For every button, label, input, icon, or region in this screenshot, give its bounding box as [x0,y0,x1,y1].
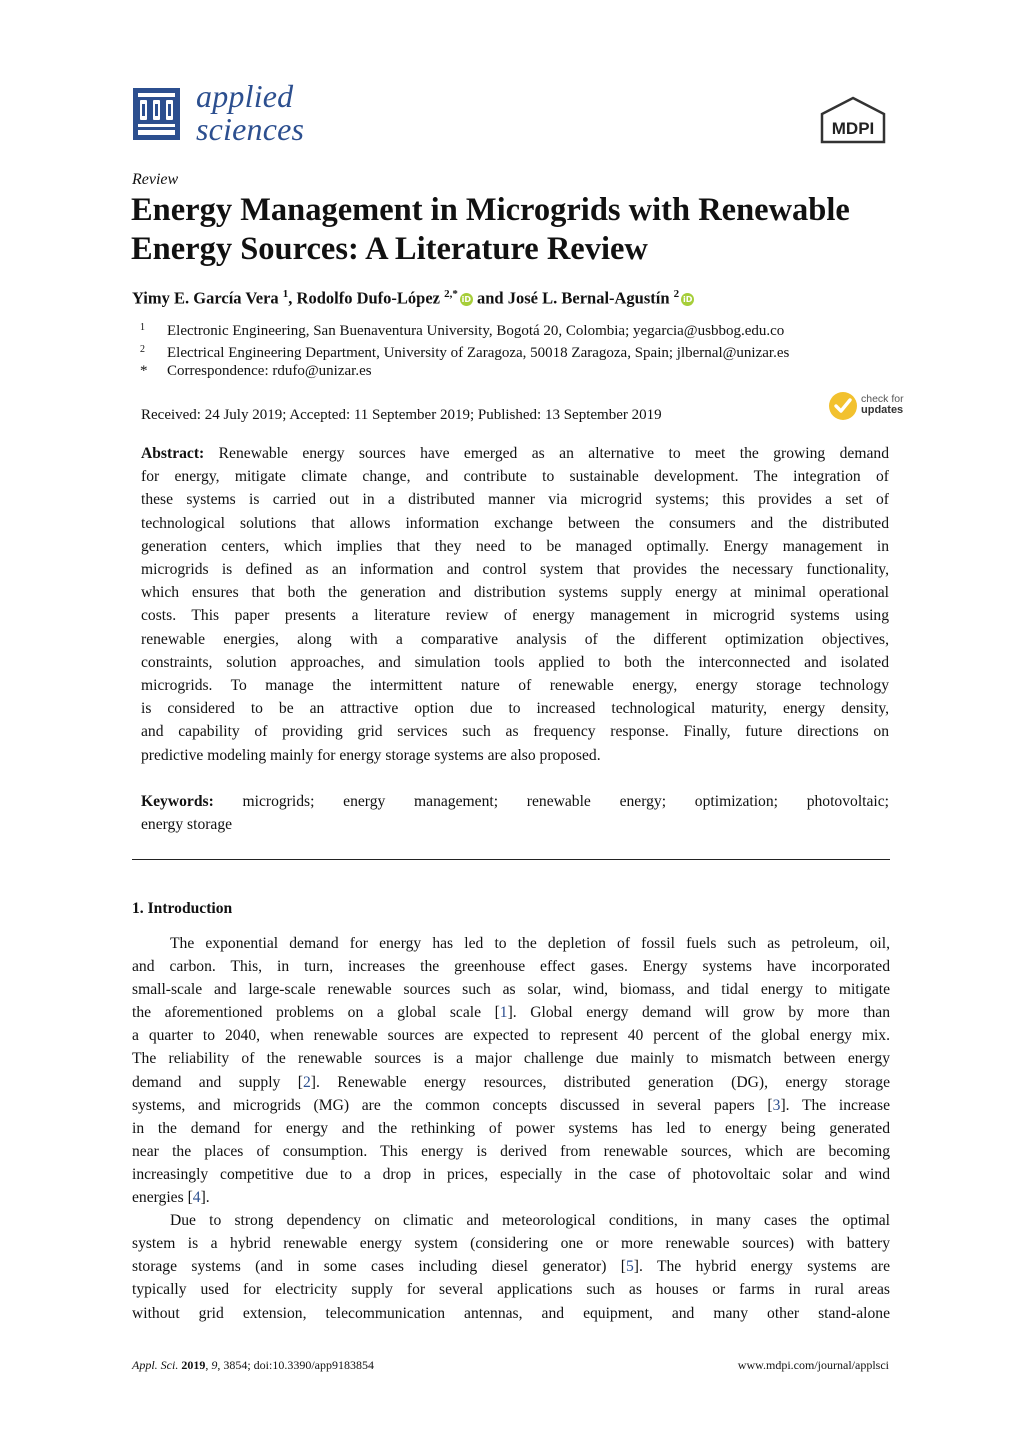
abstract-line: constraints, solution approaches, and simulation tools applied to both the interconnected and isolated [141,653,889,671]
check-for-updates-icon [828,391,858,421]
author-affiliation-mark: 2 [673,288,680,300]
introduction-line [132,1255,890,1278]
abstract-line: is considered to be an attractive option due to increased technological maturity, energy density, [141,700,889,718]
introduction-line [132,1186,890,1209]
introduction-line: typically used for electricity supply for several applications such as houses or farms in rural areas [132,1281,890,1299]
affiliation-mark: 1 [140,322,145,333]
author-separator: , [288,288,297,308]
author-name: José L. Bernal-Agustín [507,288,670,308]
citation-link[interactable]: 4 [192,1189,201,1207]
introduction-body [132,932,890,1325]
correspondence-mark: * [140,363,148,379]
citation-year: 2019 [181,1358,206,1372]
affiliation-mark: 2 [140,344,145,355]
text-run: systems, and microgrids (MG) are the common concepts discussed in several papers [ [132,1096,773,1114]
introduction-line: small-scale and large-scale renewable sources such as solar, wind, biomass, and tidal energy to mitigate [132,981,890,999]
article-type: Review [132,171,179,188]
text-run: ]. The increase [780,1096,890,1114]
abstract-line: technological solutions that allows information exchange between the consumers and the distributed [141,514,889,532]
correspondence [140,362,372,380]
check-updates-line2: updates [861,404,904,416]
citation-link[interactable]: 3 [772,1096,781,1114]
text-run: demand and supply [ [132,1073,303,1091]
orcid-icon[interactable]: iD [461,294,472,304]
keywords [141,790,889,836]
text-run: storage systems (and in some cases including diesel generator) [ [132,1258,626,1276]
check-for-updates-badge[interactable] [828,391,904,423]
author-name: Rodolfo Dufo-López [296,288,440,308]
abstract-line: generation centers, which implies that they need to be managed optimally. Energy management in [141,537,889,555]
abstract-line: which ensures that both the generation and distribution systems supply energy at minimal operational [141,584,889,602]
citation-volume: 9 [211,1358,218,1372]
abstract [141,442,889,767]
article-title [131,191,891,269]
article-title-line1: Energy Management in Microgrids with Renewable [131,192,850,228]
affiliation-text: Electrical Engineering Department, University of Zaragoza, 50018 Zaragoza, Spain; jlbernal@unizar.es [167,345,790,361]
text-run: energies [ [132,1189,193,1207]
abstract-line: microgrids is defined as an information and control system that provides the necessary functionality, [141,561,889,579]
introduction-line [132,1094,890,1117]
introduction-line: in the demand for energy and the rethinking of power systems has led to energy being generated [132,1119,890,1137]
abstract-line: costs. This paper presents a literature review of energy management in microgrid systems using [141,607,889,625]
keywords-line: Keywords: microgrids; energy management; renewable energy; optimization; photovoltaic; [141,793,889,810]
text-run: ]. The hybrid energy systems are [633,1258,890,1276]
journal-name [196,80,304,146]
affiliation-text: Electronic Engineering, San Buenaventura University, Bogotá 20, Colombia; yegarcia@usbbog.edu.co [167,323,785,339]
check-updates-line1: check for [861,393,904,405]
introduction-line: system is a hybrid renewable energy system (considering one or more renewable sources) with battery [132,1235,890,1253]
author-list [132,288,694,309]
section-divider [132,859,890,860]
journal-name-line2: sciences [196,111,305,147]
text-run: the aforementioned problems on a global scale [ [132,1004,500,1022]
introduction-line: increasingly competitive due to a drop in prices, especially in the case of photovoltaic solar and wind [132,1165,890,1183]
journal-name-line1: applied [196,78,294,114]
publication-dates: Received: 24 July 2019; Accepted: 11 September 2019; Published: 13 September 2019 [141,407,662,423]
citation-link[interactable]: 2 [302,1073,311,1091]
mdpi-logo-icon [818,96,888,144]
citation-details: , 3854; doi:10.3390/app9183854 [217,1358,374,1372]
keywords-line: energy storage [141,816,233,834]
abstract-line: predictive modeling mainly for energy storage systems are also proposed. [141,746,601,764]
abstract-line: Abstract: Renewable energy sources have emerged as an alternative to meet the growing demand [141,445,889,462]
correspondence-text: Correspondence: rdufo@unizar.es [167,363,372,379]
citation-link[interactable]: 1 [499,1004,508,1022]
introduction-line: and carbon. This, in turn, increases the greenhouse effect gases. Energy systems have incorporated [132,958,890,976]
publisher-name: MDPI [831,119,875,138]
journal-abbreviation: Appl. Sci. [132,1358,179,1372]
abstract-line: renewable energies, along with a comparative analysis of the different optimization objectives, [141,630,889,648]
introduction-line: Due to strong dependency on climatic and meteorological conditions, in many cases the optimal [170,1212,890,1230]
affiliation-1 [140,319,784,340]
author-affiliation-mark: 2,* [444,288,458,300]
author-separator: and [472,288,508,308]
abstract-line: these systems is carried out in a distributed manner via microgrid systems; this provides a set of [141,491,889,509]
citation-link[interactable]: 5 [625,1258,634,1276]
author-affiliation-mark: 1 [282,288,289,300]
text-run: ]. [200,1189,210,1207]
affiliation-2 [140,341,789,362]
abstract-line: for energy, mitigate climate change, and contribute to sustainable development. The integration of [141,468,889,486]
introduction-line [132,1001,890,1024]
author-name: Yimy E. García Vera [132,288,279,308]
introduction-line: near the places of consumption. This energy is derived from renewable sources, which are becoming [132,1142,890,1160]
introduction-line [132,1071,890,1094]
abstract-label: Abstract: [141,445,205,462]
article-title-line2: Energy Sources: A Literature Review [131,231,648,267]
abstract-line: microgrids. To manage the intermittent nature of renewable energy, energy storage technology [141,677,889,695]
journal-logo-icon [133,88,180,140]
introduction-line: The exponential demand for energy has led to the depletion of fossil fuels such as petroleum, oil, [170,935,890,952]
text-run: ]. Renewable energy resources, distributed generation (DG), energy storage [310,1073,891,1091]
keywords-label: Keywords: [141,793,214,810]
orcid-icon[interactable]: iD [682,294,693,304]
introduction-line: a quarter to 2040, when renewable sources are expected to represent 40 percent of the global energy mix. [132,1027,890,1045]
text-run: ]. Global energy demand will grow by more than [507,1004,891,1022]
introduction-line: The reliability of the renewable sources is a major challenge due mainly to mismatch between energy [132,1050,890,1068]
journal-url[interactable]: www.mdpi.com/journal/applsci [737,1358,889,1372]
introduction-line: without grid extension, telecommunication antennas, and equipment, and many other stand-alone [132,1304,890,1322]
section-heading: 1. Introduction [132,900,233,917]
citation-footer: Appl. Sci. 2019, 9, 3854; doi:10.3390/app9183854 [132,1358,374,1372]
abstract-line: and capability of providing grid services such as frequency response. Finally, future directions on [141,723,889,741]
